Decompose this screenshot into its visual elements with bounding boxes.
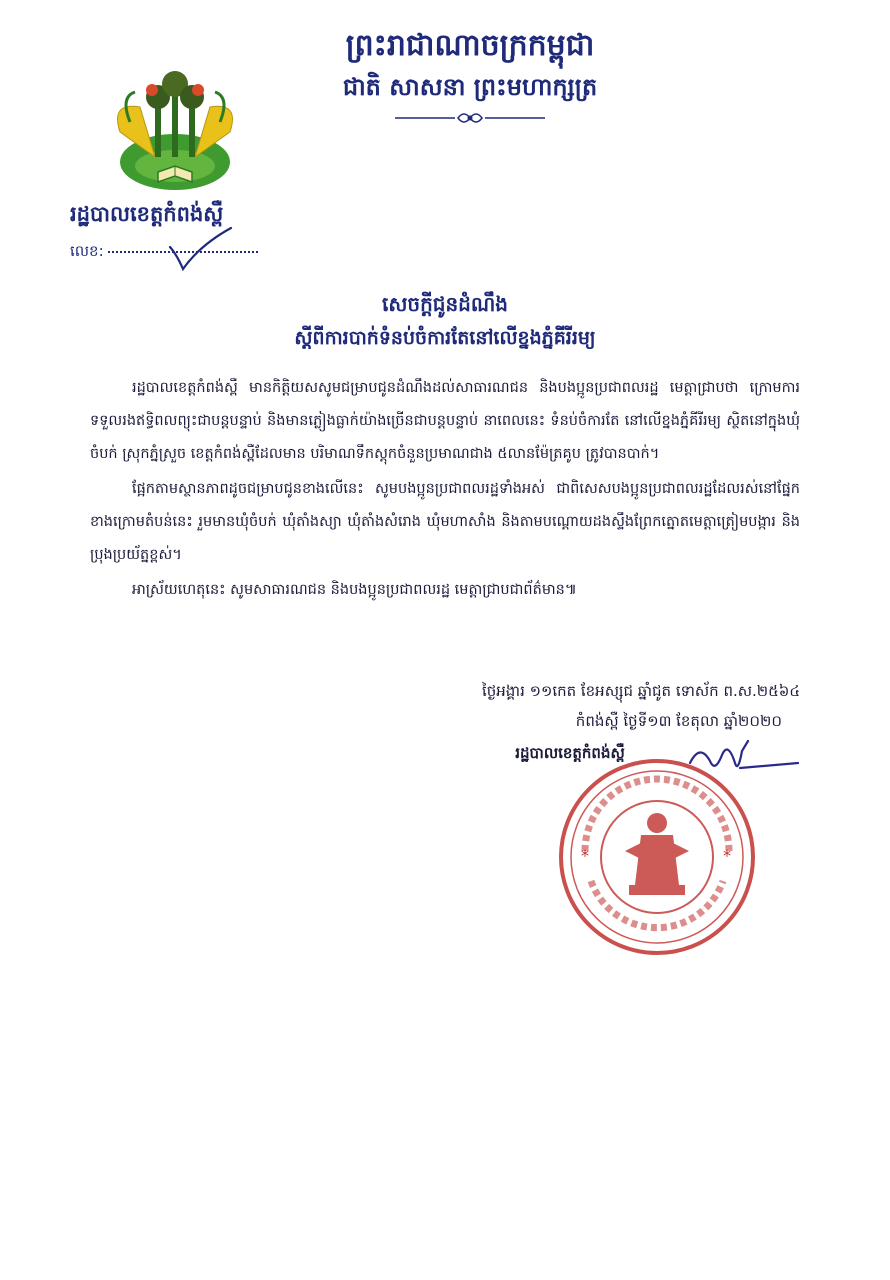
svg-text:*: *: [581, 846, 589, 865]
kingdom-heading: ព្រះរាជាណាចក្រកម្ពុជា: [345, 28, 595, 63]
ornament-divider-icon: [390, 108, 550, 128]
body-paragraph-3: អាស្រ័យហេតុនេះ សូមសាធារណជន និងបងប្អូនប្រជាពលរដ្ឋ មេត្តាជ្រាបជាព័ត៌មាន៕: [132, 582, 577, 598]
issuer-name: រដ្ឋបាលខេត្តកំពង់ស្ពឺ: [70, 202, 224, 226]
checkmark-icon: [165, 225, 235, 275]
solar-date: កំពង់ស្ពឺ ថ្ងៃទី១៣ ខែតុលា ឆ្នាំ២០២០: [575, 712, 782, 730]
document-subject: ស្តីពីការបាក់ទំនប់ចំការតែនៅលើខ្នងភ្នំគីរីរម្យ: [294, 327, 596, 349]
body-paragraph-2: ផ្អែកតាមស្ថានភាពដូចជម្រាបជូនខាងលើនេះ សូមបងប្អូនប្រជាពលរដ្ឋទាំងអស់ ជាពិសេសបងប្អូនប្រជាពលរដ្ឋដែលរស់នៅផ្នែកខាងក្រោមតំបន់នេះ រួមមានឃុំចំបក់ ឃុំតាំងស្យា ឃុំតាំងសំរោង ឃុំមហាសាំង និងតាមបណ្តោយដងស្ទឹងព្រែកត្នោតមេត្តាត្រៀមបង្ការ និងប្រុងប្រយ័ត្នខ្ពស់។: [90, 481, 800, 563]
svg-text:*: *: [723, 846, 731, 865]
signer-title: រដ្ឋបាលខេត្តកំពង់ស្ពឺ: [515, 744, 625, 762]
lunar-date: ថ្ងៃអង្គារ ១១កេត ខែអស្សុជ ឆ្នាំជូត ទោស័ក ព.ស.២៥៦៤: [482, 682, 800, 700]
national-motto: ជាតិ សាសនា ព្រះមហាក្សត្រ: [342, 73, 598, 101]
official-seal-stamp: [555, 755, 760, 960]
document-title: សេចក្តីជូនដំណឹង: [382, 292, 508, 316]
reference-label: លេខ:: [70, 242, 104, 260]
body-paragraph-1: រដ្ឋបាលខេត្តកំពង់ស្ពឺ មានកិត្តិយសសូមជម្រាបជូនដំណឹងដល់សាធារណជន និងបងប្អូនប្រជាពលរដ្ឋ មេត្តាជ្រាបថា ក្រោមការទទួលរងឥទ្ធិពលព្យុះជាបន្តបន្ទាប់ និងមានភ្លៀងធ្លាក់យ៉ាងច្រើនជាបន្តបន្ទាប់ នាពេលនេះ ទំនប់ចំការតែ នៅលើខ្នងភ្នំគីរីរម្យ ស្ថិតនៅក្នុងឃុំចំបក់ ស្រុកភ្នំស្រួច ខេត្តកំពង់ស្ពឺដែលមាន បរិមាណទឹកស្តុកចំនួនប្រមាណជាង ៥លានម៉ែត្រគូប ត្រូវបានបាក់។: [90, 380, 800, 462]
document-body: [90, 372, 800, 609]
provincial-emblem-logo: [100, 62, 250, 197]
